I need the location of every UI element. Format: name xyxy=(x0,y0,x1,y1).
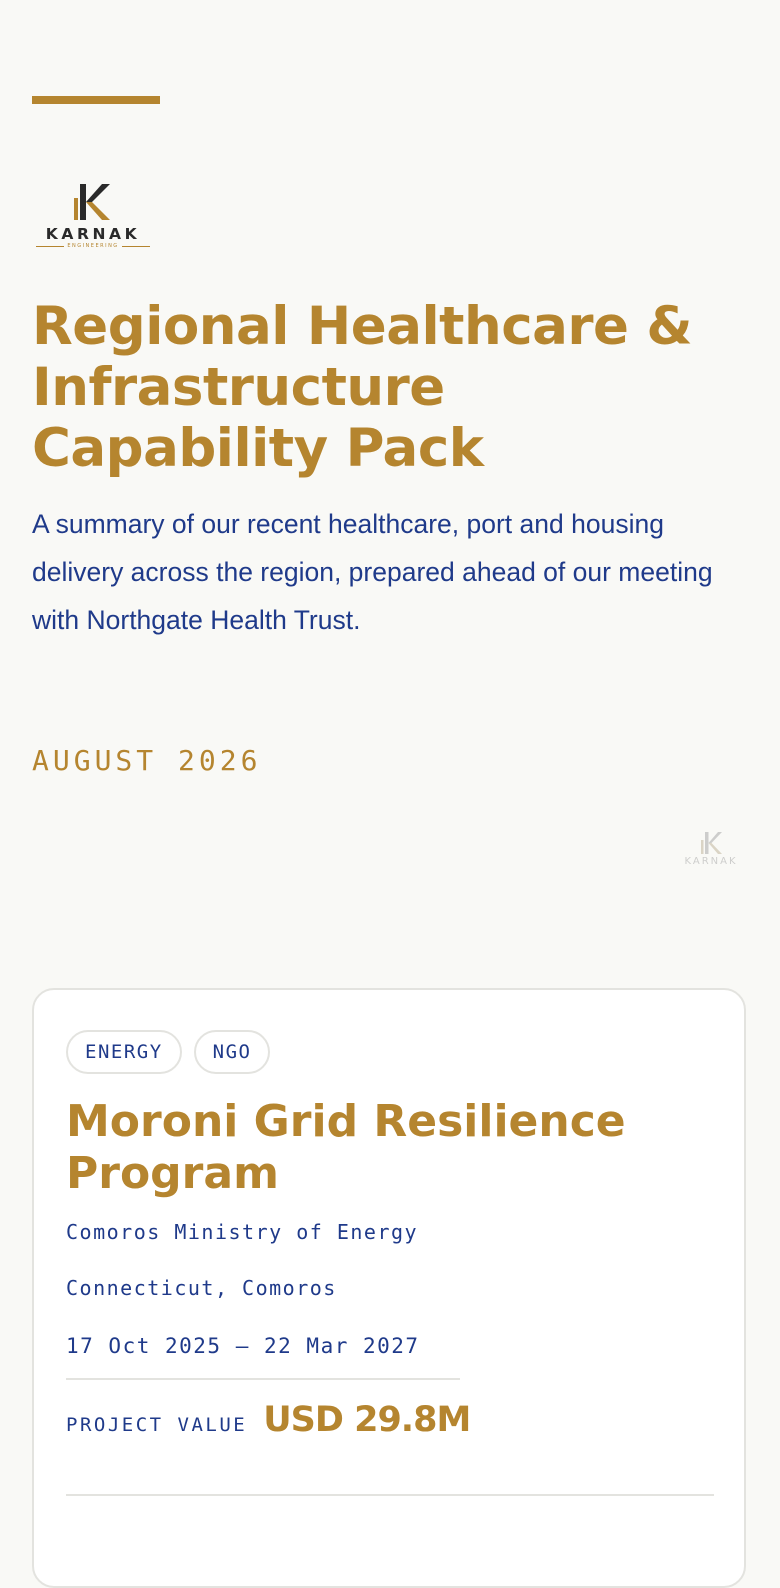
project-value-label: PROJECT VALUE xyxy=(66,1414,248,1436)
project-location: Connecticut, Comoros xyxy=(66,1276,337,1300)
card-divider xyxy=(66,1494,714,1496)
company-logo xyxy=(36,180,150,252)
logo-watermark xyxy=(676,830,746,874)
logo-tagline-text: ENGINEERING xyxy=(67,243,119,249)
tag-energy: ENERGY xyxy=(66,1030,182,1074)
logo-wordmark: KARNAK xyxy=(45,225,141,243)
document-date: AUGUST 2026 xyxy=(32,744,262,777)
project-card[interactable] xyxy=(32,988,746,1588)
project-dates: 17 Oct 2025 – 22 Mar 2027 xyxy=(66,1334,420,1358)
project-title: Moroni Grid Resilience Program xyxy=(66,1096,626,1199)
karnak-logo-mark-icon xyxy=(36,180,150,224)
logo-tagline xyxy=(36,243,150,249)
accent-rule xyxy=(32,96,160,104)
project-value-row xyxy=(66,1400,470,1440)
project-tags xyxy=(66,1030,270,1074)
value-divider xyxy=(66,1378,460,1380)
karnak-watermark-icon xyxy=(676,830,746,856)
project-client: Comoros Ministry of Energy xyxy=(66,1220,419,1244)
watermark-wordmark: KARNAK xyxy=(684,856,738,867)
project-value-amount: USD 29.8M xyxy=(263,1400,471,1440)
page-title: Regional Healthcare & Infrastructure Capability Pack xyxy=(32,296,693,479)
page-subtitle: A summary of our recent healthcare, port and housing delivery across the region, prepared ahead of our meeting with Northgate Health Trust. xyxy=(32,509,713,635)
tag-ngo: NGO xyxy=(194,1030,271,1074)
